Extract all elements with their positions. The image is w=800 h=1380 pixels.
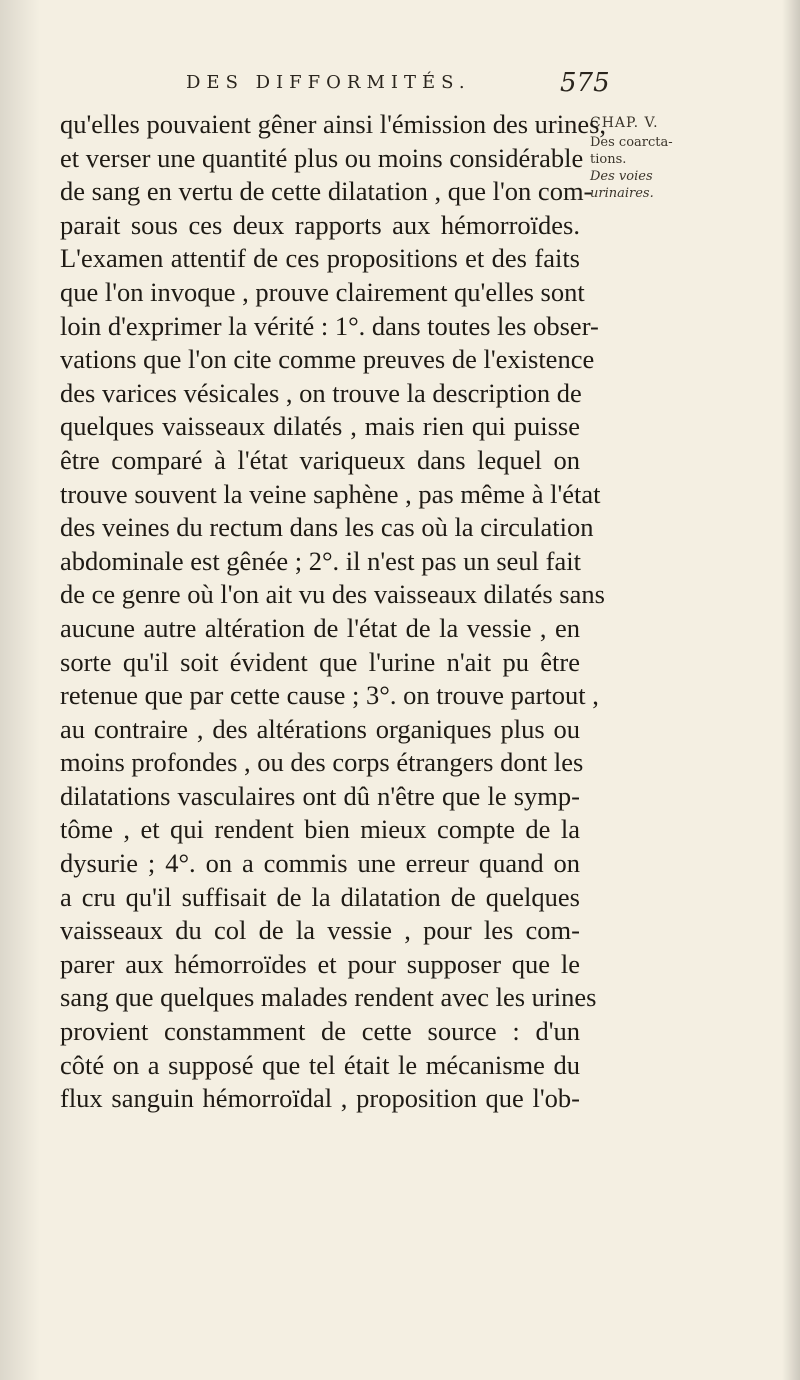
text-line: parait sous ces deux rapports aux hémorroïdes.: [60, 209, 580, 240]
page-number: 575: [560, 68, 610, 98]
text-line: aucune autre altération de l'état de la vessie , en: [60, 612, 580, 643]
text-line: trouve souvent la veine saphène , pas même à l'état: [60, 478, 601, 509]
margin-note-line: urinaires.: [590, 186, 654, 201]
text-line: et verser une quantité plus ou moins considérable: [60, 142, 584, 173]
text-line: au contraire , des altérations organiques plus ou: [60, 713, 580, 744]
text-line: que l'on invoque , prouve clairement qu'elles sont: [60, 276, 585, 307]
page-edge-shadow: [782, 0, 800, 1380]
text-line: de ce genre où l'on ait vu des vaisseaux dilatés sans: [60, 579, 605, 610]
running-title: DES DIFFORMITÉS.: [186, 72, 471, 93]
margin-note-line: Des voies: [590, 169, 653, 184]
text-line: retenue que par cette cause ; 3°. on trouve partout ,: [60, 680, 599, 711]
text-line: des veines du rectum dans les cas où la circulation: [60, 512, 594, 543]
text-line: moins profondes , ou des corps étrangers dont les: [60, 747, 584, 778]
text-line: provient constamment de cette source : d'un: [60, 1016, 580, 1047]
text-line: des varices vésicales , on trouve la description de: [60, 377, 582, 408]
page-edge-shadow: [0, 0, 40, 1380]
text-line: qu'elles pouvaient gêner ainsi l'émission des urines,: [60, 109, 607, 139]
margin-note-line: tions.: [590, 152, 627, 167]
text-line: vations que l'on cite comme preuves de l'existence: [60, 344, 595, 375]
running-head: [0, 68, 800, 102]
margin-chapter-label: CHAP. V.: [590, 115, 659, 131]
text-line: côté on a supposé que tel était le mécanisme du: [60, 1049, 580, 1080]
text-line: dilatations vasculaires ont dû n'être que le symp-: [60, 780, 580, 811]
text-line: quelques vaisseaux dilatés , mais rien qui puisse: [60, 411, 580, 442]
text-line: flux sanguin hémorroïdal , proposition que l'ob-: [60, 1083, 580, 1114]
body-text: [60, 108, 607, 1116]
text-line: parer aux hémorroïdes et pour supposer que le: [60, 948, 580, 979]
text-line: sang que quelques malades rendent avec les urines: [60, 982, 597, 1013]
text-line: tôme , et qui rendent bien mieux compte de la: [60, 814, 580, 845]
text-line: sorte qu'il soit évident que l'urine n'ait pu être: [60, 646, 580, 677]
text-line: dysurie ; 4°. on a commis une erreur quand on: [60, 848, 580, 879]
margin-note-line: Des coarcta-: [590, 135, 673, 150]
text-line: L'examen attentif de ces propositions et des faits: [60, 243, 580, 274]
text-line: vaisseaux du col de la vessie , pour les com-: [60, 915, 580, 946]
text-line: a cru qu'il suffisait de la dilatation de quelques: [60, 881, 580, 912]
text-line: de sang en vertu de cette dilatation , que l'on com-: [60, 176, 593, 207]
text-line: loin d'exprimer la vérité : 1°. dans toutes les obser-: [60, 310, 599, 341]
text-line: abdominale est gênée ; 2°. il n'est pas un seul fait: [60, 545, 581, 576]
margin-notes: [590, 112, 730, 202]
text-line: être comparé à l'état variqueux dans lequel on: [60, 444, 580, 475]
